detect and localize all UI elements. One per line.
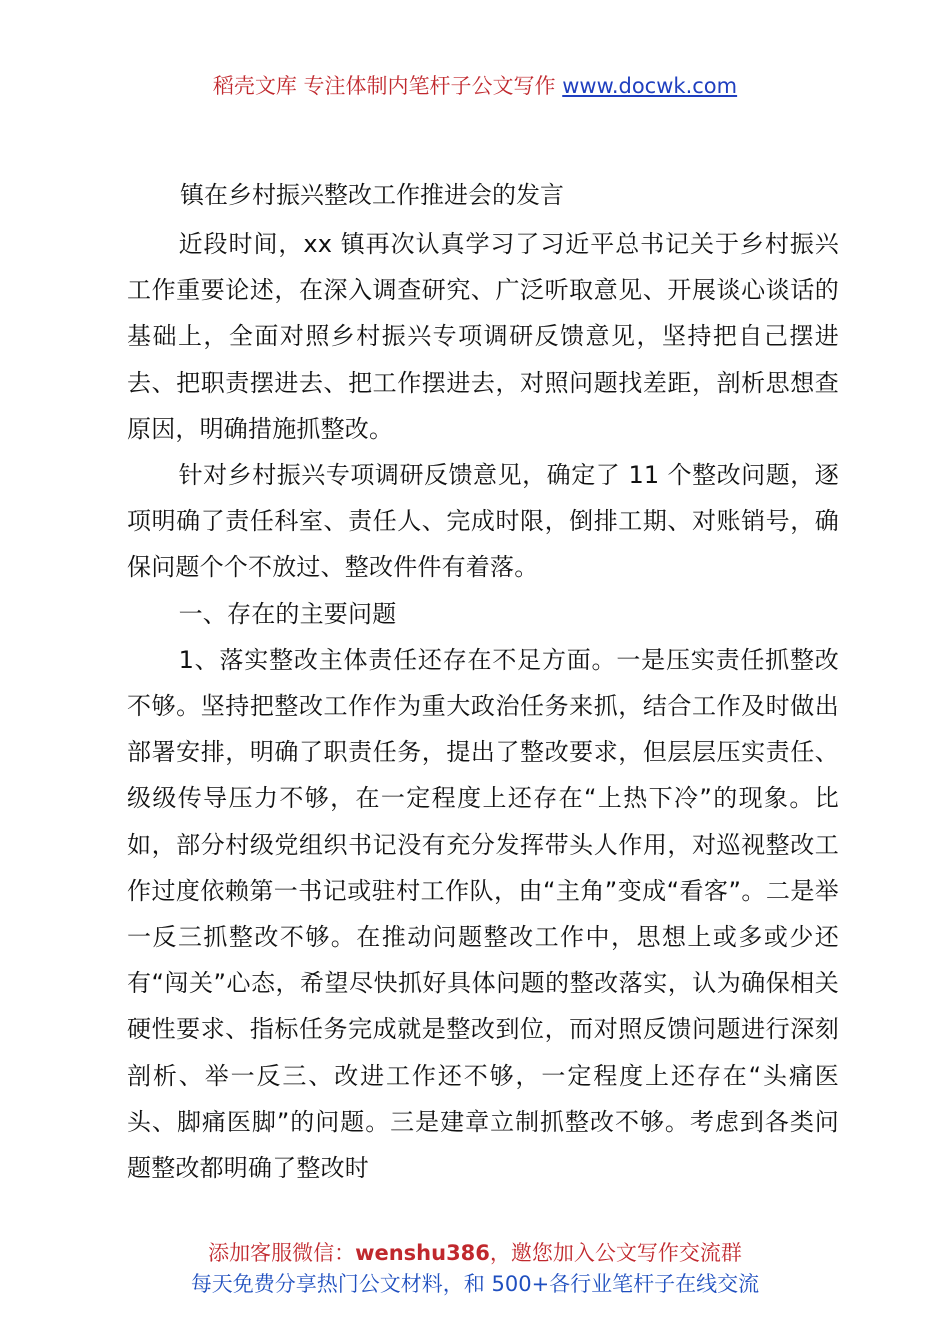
footer-wechat-id: wenshu386 bbox=[355, 1241, 490, 1265]
footer-contact-suffix: ，邀您加入公文写作交流群 bbox=[489, 1241, 742, 1265]
paragraph-scope: 针对乡村振兴专项调研反馈意见，确定了 11 个整改问题，逐项明确了责任科室、责任人、完成时限，倒排工期、对账销号，确保问题个个不放过、整改件件有着落。 bbox=[127, 461, 839, 582]
footer-contact-line bbox=[0, 1238, 950, 1269]
header-url-link[interactable]: www.docwk.com bbox=[562, 74, 738, 98]
page-footer bbox=[0, 1238, 950, 1300]
paragraph-intro: 近段时间，xx 镇再次认真学习了习近平总书记关于乡村振兴工作重要论述，在深入调查研究、广泛听取意见、开展谈心谈话的基础上，全面对照乡村振兴专项调研反馈意见，坚持把自己摆进去、把职责摆进去、把工作摆进去，对照问题找差距，剖析思想查原因，明确措施抓整改。 bbox=[127, 230, 839, 443]
footer-promo-line: 每天免费分享热门公文材料，和 500+各行业笔杆子在线交流 bbox=[190, 1272, 760, 1296]
document-title: 镇在乡村振兴整改工作推进会的发言 bbox=[180, 181, 564, 209]
paragraph-issue-1: 1、落实整改主体责任还存在不足方面。一是压实责任抓整改不够。坚持把整改工作作为重大政治任务来抓，结合工作及时做出部署安排，明确了职责任务，提出了整改要求，但层层压实责任、级级传导压力不够，在一定程度上还存在“上热下冷”的现象。比如，部分村级党组织书记没有充分发挥带头人作用，对巡视整改工作过度依赖第一书记或驻村工作队，由“主角”变成“看客”。二是举一反三抓整改不够。在推动问题整改工作中，思想上或多或少还有“闯关”心态，希望尽快抓好具体问题的整改落实，认为确保相关硬性要求、指标任务完成就是整改到位，而对照反馈问题进行深刻剖析、举一反三、改进工作还不够，一定程度上还存在“头痛医头、脚痛医脚”的问题。三是建章立制抓整改不够。考虑到各类问题整改都明确了整改时 bbox=[127, 645, 839, 1183]
page-header bbox=[0, 70, 950, 100]
header-brand: 稻壳文库 专注体制内笔杆子公文写作 bbox=[212, 74, 563, 98]
section-heading: 一、存在的主要问题 bbox=[178, 599, 397, 628]
document-body bbox=[127, 221, 839, 1191]
footer-contact-prefix: 添加客服微信： bbox=[208, 1241, 356, 1265]
